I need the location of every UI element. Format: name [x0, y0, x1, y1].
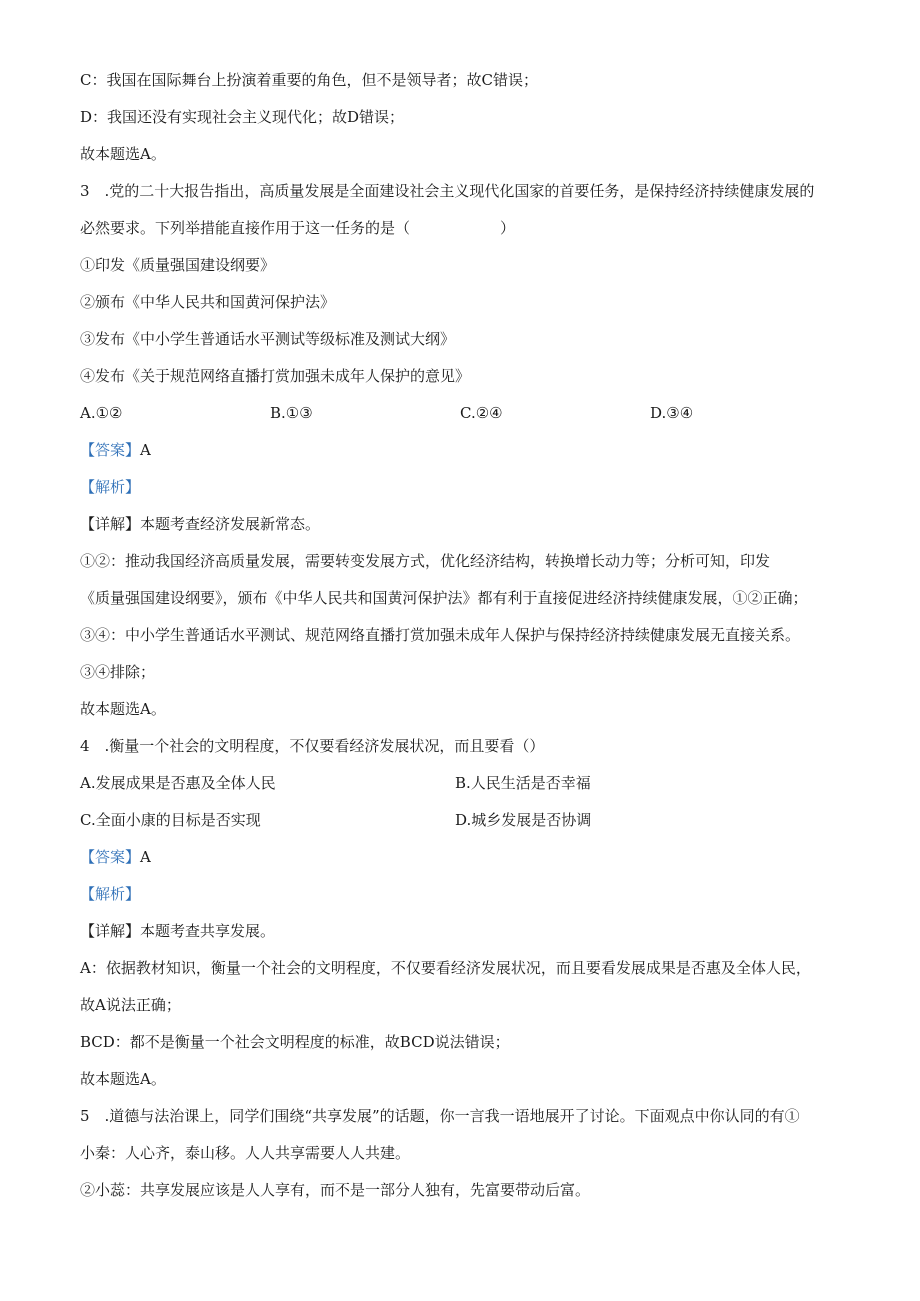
- analysis-tag: 【解析】: [80, 478, 141, 496]
- explanation-line: ③④：中小学生普通话水平测试、规范网络直播打赏加强未成年人保护与保持经济持续健康发展无直接关系。: [80, 626, 801, 644]
- stem-close: ）: [500, 219, 516, 237]
- question-4-stem: 4 .衡量一个社会的文明程度，不仅要看经济发展状况，而且要看（）: [80, 737, 545, 755]
- explanation-line: ①②：推动我国经济高质量发展，需要转变发展方式，优化经济结构，转换增长动力等；分析可知，印发: [80, 552, 771, 570]
- question-4-options-row-2: [80, 802, 840, 839]
- explanation-line: 故本题选A。: [80, 700, 166, 718]
- option-c: C.②④: [460, 404, 503, 422]
- answer-value: A: [140, 441, 151, 459]
- option-b: B.①③: [270, 404, 313, 422]
- question-3-item: ③发布《中小学生普通话水平测试等级标准及测试大纲》: [80, 330, 456, 348]
- question-5-line: 小秦：人心齐，泰山移。人人共享需要人人共建。: [80, 1144, 411, 1162]
- question-3-options: [80, 395, 840, 432]
- option-b: B.人民生活是否幸福: [455, 774, 591, 792]
- question-5-stem: 5 .道德与法治课上，同学们围绕“共享发展”的话题，你一言我一语地展开了讨论。下面观点中你认同的有①: [80, 1107, 800, 1125]
- answer-tag: 【答案】: [80, 848, 141, 866]
- option-a: A.发展成果是否惠及全体人民: [80, 774, 276, 792]
- explanation-line: BCD：都不是衡量一个社会文明程度的标准，故BCD说法错误；: [80, 1033, 510, 1051]
- question-3-detail: 【详解】本题考查经济发展新常态。: [80, 515, 321, 533]
- question-3-item: ②颁布《中华人民共和国黄河保护法》: [80, 293, 336, 311]
- option-c: C.全面小康的目标是否实现: [80, 811, 261, 829]
- explanation-line: 《质量强国建设纲要》，颁布《中华人民共和国黄河保护法》都有利于直接促进经济持续健康发展，①②正确；: [80, 589, 808, 607]
- option-a: A.①②: [80, 404, 123, 422]
- question-3-item: ④发布《关于规范网络直播打赏加强未成年人保护的意见》: [80, 367, 471, 385]
- text-line: D：我国还没有实现社会主义现代化；故D错误；: [80, 108, 405, 126]
- question-4-answer: [80, 839, 840, 876]
- option-d: D.③④: [650, 404, 694, 422]
- question-3-answer: [80, 432, 840, 469]
- question-3-stem: 3 .党的二十大报告指出，高质量发展是全面建设社会主义现代化国家的首要任务，是保持经济持续健康发展的: [80, 182, 815, 200]
- question-3-item: ①印发《质量强国建设纲要》: [80, 256, 276, 274]
- explanation-line: ③④排除；: [80, 663, 156, 681]
- explanation-line: 故A说法正确；: [80, 996, 181, 1014]
- analysis-tag: 【解析】: [80, 885, 141, 903]
- question-3-stem-cont: [80, 210, 840, 247]
- question-5-line: ②小蕊：共享发展应该是人人享有，而不是一部分人独有，先富要带动后富。: [80, 1181, 591, 1199]
- text-line: 故本题选A。: [80, 145, 166, 163]
- stem-text: 必然要求。下列举措能直接作用于这一任务的是（: [80, 219, 411, 237]
- document-page: [80, 62, 840, 1209]
- option-d: D.城乡发展是否协调: [455, 811, 592, 829]
- question-4-detail: 【详解】本题考查共享发展。: [80, 922, 276, 940]
- text-line: C：我国在国际舞台上扮演着重要的角色，但不是领导者；故C错误；: [80, 71, 538, 89]
- answer-tag: 【答案】: [80, 441, 141, 459]
- explanation-line: 故本题选A。: [80, 1070, 166, 1088]
- question-4-options-row-1: [80, 765, 840, 802]
- answer-value: A: [140, 848, 151, 866]
- explanation-line: A：依据教材知识，衡量一个社会的文明程度，不仅要看经济发展状况，而且要看发展成果是否惠及全体人民，: [80, 959, 811, 977]
